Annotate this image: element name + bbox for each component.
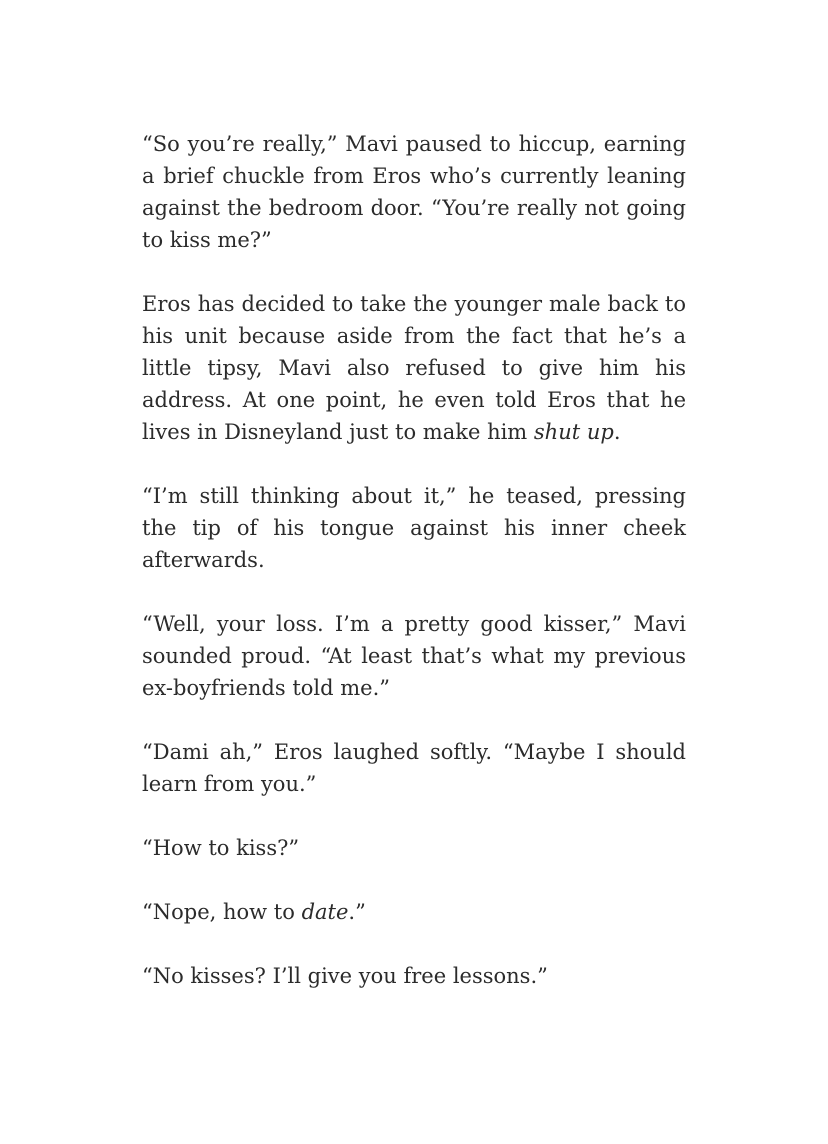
paragraph-4-text: “Well, your loss. I’m a pretty good kisser,” Mavi sounded proud. “At least that’s what my previous ex-boyfriends told me.”: [142, 612, 686, 700]
paragraph-4: [142, 608, 686, 704]
paragraph-1: [142, 128, 686, 256]
paragraph-2-emphasis: shut up: [533, 420, 614, 444]
paragraph-7-tail: .”: [348, 900, 366, 924]
paragraph-2-tail: .: [613, 420, 621, 444]
paragraph-8: [142, 960, 686, 992]
paragraph-3-text: “I’m still thinking about it,” he teased, pressing the tip of his tongue against his inner cheek afterwards.: [142, 484, 686, 572]
paragraph-7-text: “Nope, how to: [142, 900, 302, 924]
paragraph-8-text: “No kisses? I’ll give you free lessons.”: [142, 964, 548, 988]
paragraph-1-text: “So you’re really,” Mavi paused to hiccup, earning a brief chuckle from Eros who’s currently leaning against the bedroom door. “You’re really not going to kiss me?”: [142, 132, 686, 252]
paragraph-5-text: “Dami ah,” Eros laughed softly. “Maybe I should learn from you.”: [142, 740, 686, 796]
paragraph-6-text: “How to kiss?”: [142, 836, 300, 860]
paragraph-5: [142, 736, 686, 800]
story-text-page: [142, 128, 686, 1024]
paragraph-2: [142, 288, 686, 448]
paragraph-7: [142, 896, 686, 928]
paragraph-6: [142, 832, 686, 864]
paragraph-3: [142, 480, 686, 576]
paragraph-7-emphasis: date: [301, 900, 349, 924]
paragraph-2-text: Eros has decided to take the younger male back to his unit because aside from the fact that he’s a little tipsy, Mavi also refused to give him his address. At one point, he even told Eros that he lives in Disneyland just to make him: [142, 292, 686, 444]
